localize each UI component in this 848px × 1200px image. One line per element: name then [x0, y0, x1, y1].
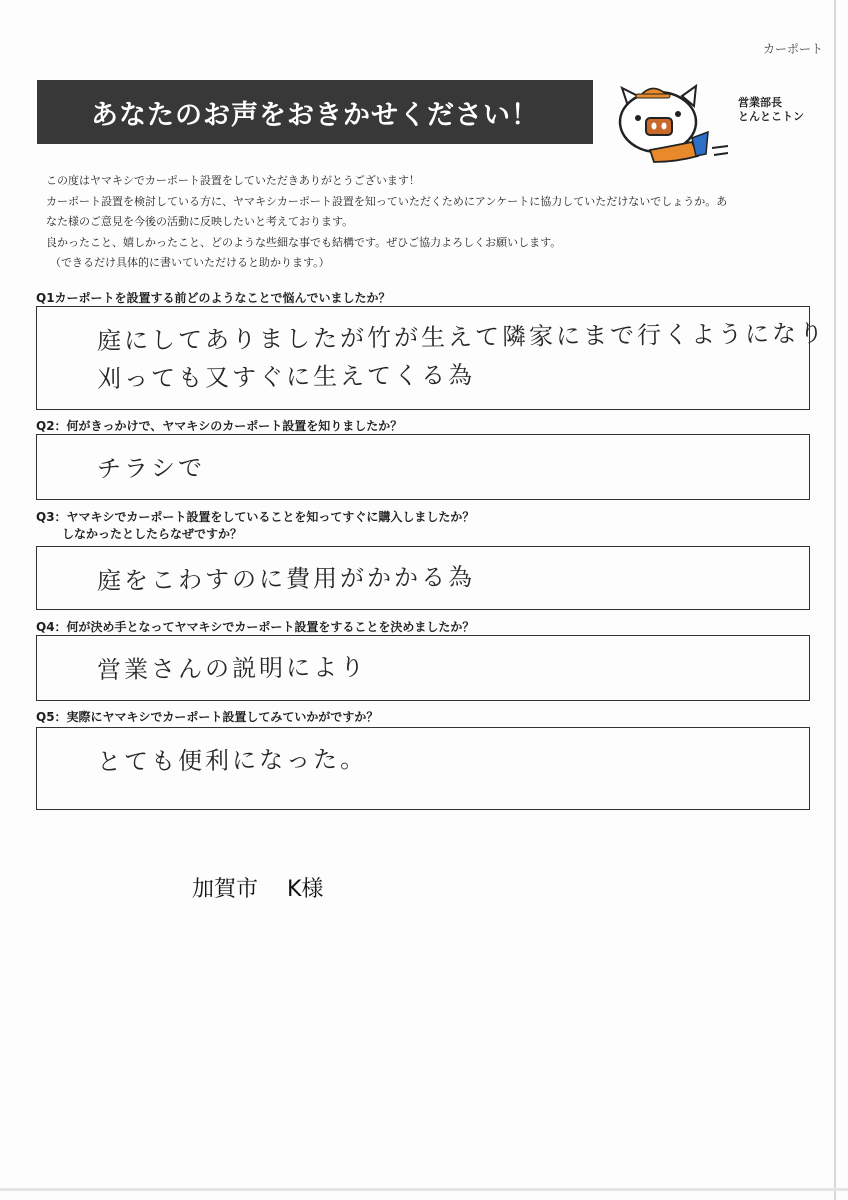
question-5-label: Q5：実際にヤマキシでカーポート設置してみていかがですか？: [36, 710, 379, 724]
answer-1-line-2: 刈っても又すぐに生えてくる為: [96, 361, 476, 393]
intro-line: カーポート設置を検討している方に、ヤマキシカーポート設置を知っていただくためにアンケートに協力していただけないでしょうか。あ: [46, 194, 728, 208]
mascot-name: とんとこトン: [738, 110, 804, 123]
scan-edge-bottom: [0, 1188, 848, 1191]
mascot-caption: [738, 96, 804, 124]
answer-2-box: [36, 434, 810, 500]
intro-line: この度はヤマキシでカーポート設置をしていただきありがとうございます！: [46, 174, 420, 187]
survey-title: あなたのお声をおきかせください！: [91, 99, 539, 131]
answer-5-box: [36, 727, 810, 810]
customer-signature: 加賀市 K様: [192, 877, 324, 902]
question-3-subtext: しなかったとしたらなぜですか？: [62, 527, 243, 541]
intro-line: 良かったこと、嬉しかったこと、どのような些細な事でも結構です。ぜひご協力よろしくお願いします。: [46, 235, 562, 249]
answer-3-box: [36, 546, 810, 610]
question-1-label: Q1カーポートを設置する前どのようなことで悩んでいましたか？: [36, 291, 391, 305]
answer-2-text: チラシで: [96, 453, 206, 483]
answer-1-line-1: 庭にしてありましたが竹が生えて隣家にまで行くようになり: [96, 319, 827, 355]
answer-3-text: 庭をこわすのに費用がかかる為: [96, 563, 476, 595]
answer-4-box: [36, 635, 810, 701]
answer-4-text: 営業さんの説明により: [96, 653, 368, 684]
question-3-text: Q3：ヤマキシでカーポート設置をしていることを知ってすぐに購入しましたか？: [36, 510, 475, 524]
pig-mascot-icon: [612, 82, 732, 168]
survey-title-banner: [37, 80, 593, 144]
scan-edge-right: [834, 0, 836, 1200]
question-2-label: Q2：何がきっかけで、ヤマキシのカーポート設置を知りましたか？: [36, 419, 403, 433]
mascot-title: 営業部長: [738, 96, 782, 109]
intro-line: （できるだけ具体的に書いていただけると助かります。）: [50, 256, 330, 269]
answer-5-text: とても便利になった。: [96, 745, 368, 776]
intro-line: なた様のご意見を今後の活動に反映したいと考えております。: [46, 215, 354, 228]
intro-text: [46, 171, 816, 274]
answer-1-box: [36, 306, 827, 410]
question-3-label: [36, 509, 474, 543]
question-4-label: Q4：何が決め手となってヤマキシでカーポート設置をすることを決めましたか？: [36, 620, 475, 634]
category-label: カーポート: [763, 42, 824, 56]
